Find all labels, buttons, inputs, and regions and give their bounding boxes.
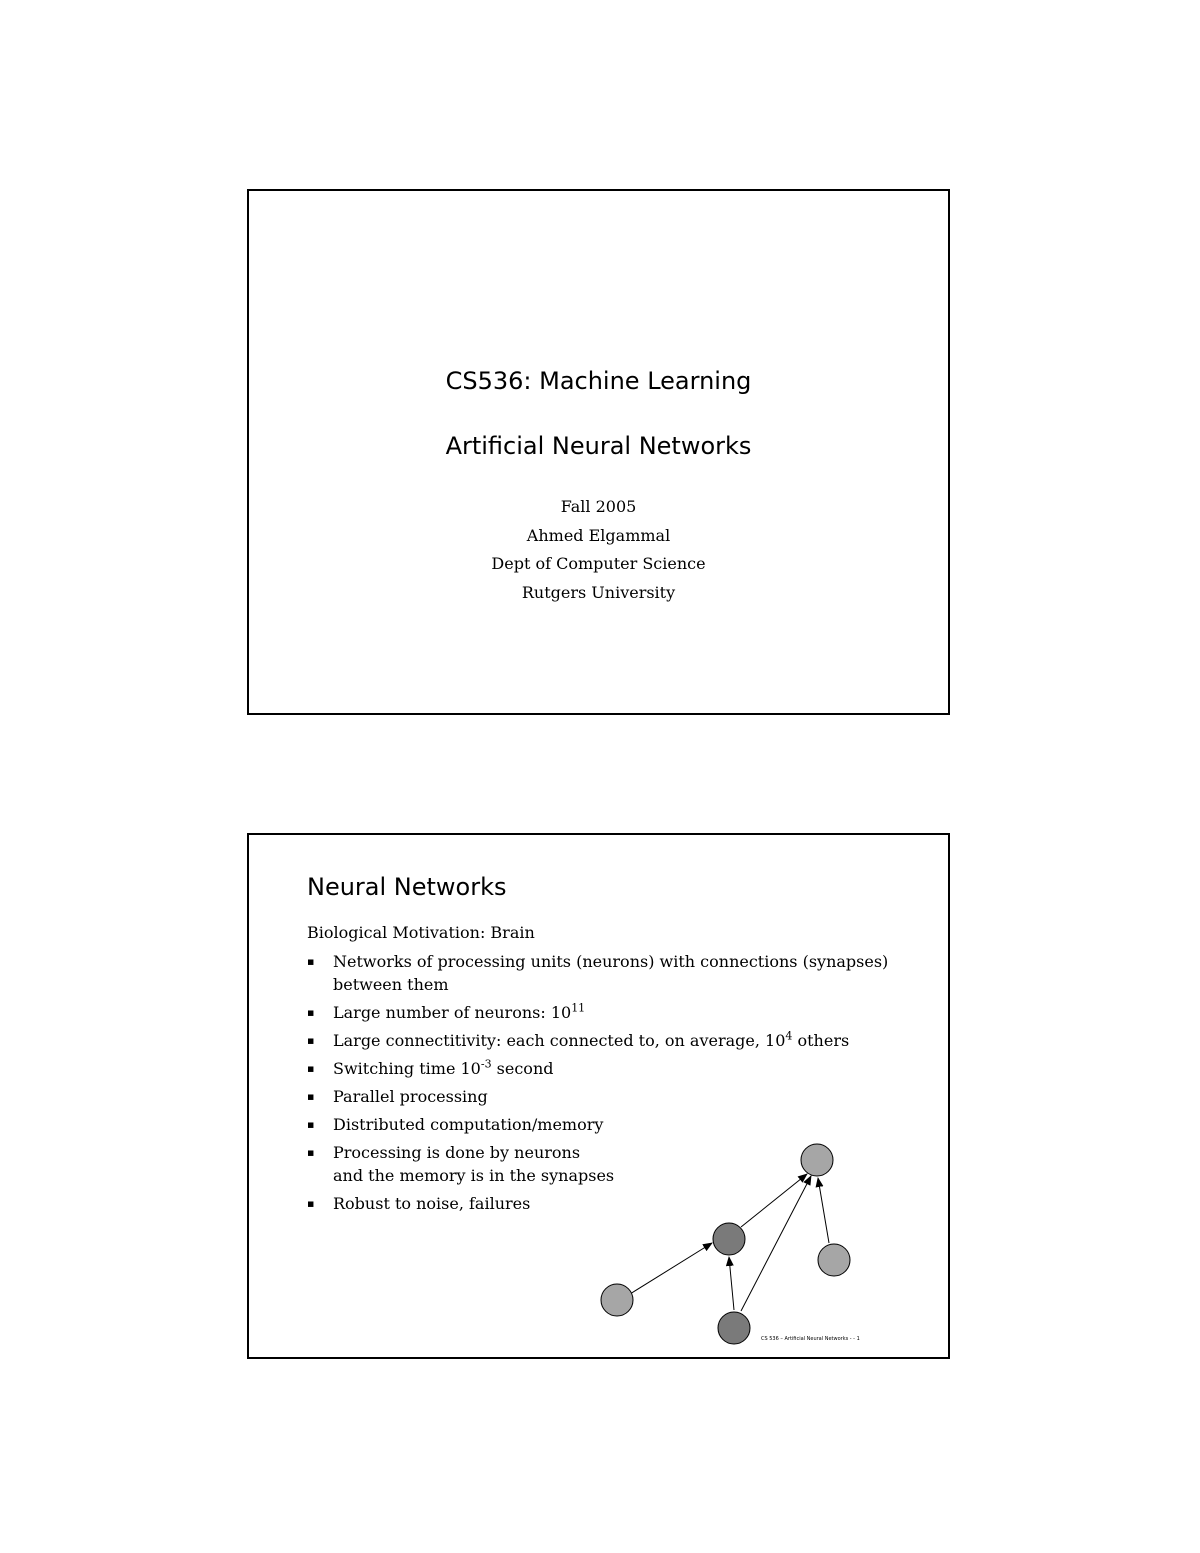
bullet-text: Networks of processing units (neurons) with connections (synapses) [333,952,889,971]
bullet-text-continued: between them [333,975,449,994]
bullet-icon: ▪ [307,1034,315,1047]
edge-input-to-hidden [630,1243,712,1294]
bullet-text: Large connectitivity: each connected to, on average, 10 [333,1031,786,1050]
bullet-icon: ▪ [307,1006,315,1019]
edge-hidden-to-output [741,1174,807,1227]
title-slide [247,189,950,715]
neural-networks-slide [247,833,950,1359]
edge-bottom-to-output [741,1176,811,1311]
bullet-text-tail: others [792,1031,850,1050]
university: Rutgers University [521,582,676,602]
neuron-node-input [601,1284,633,1316]
edge-right-to-output [818,1178,829,1243]
neuron-node-output [801,1144,833,1176]
title-info-block [249,493,948,607]
neural-network-diagram [249,835,948,1357]
term: Fall 2005 [560,497,637,516]
neuron-nodes [601,1144,850,1344]
neuron-node-right [818,1244,850,1276]
slide-subheading: Biological Motivation: Brain [307,923,535,942]
bullet-icon: ▪ [307,1062,315,1075]
bullet-text: Switching time 10 [333,1059,481,1078]
author: Ahmed Elgammal [526,525,671,545]
exponent: 4 [785,1029,793,1043]
neuron-node-bottom [718,1312,750,1344]
exponent: 11 [571,1001,586,1015]
bullet-icon: ▪ [307,1197,315,1210]
bullet-icon: ▪ [307,1118,315,1131]
lecture-title: Artificial Neural Networks [445,432,752,460]
bullet-text-continued: and the memory is in the synapses [333,1166,615,1185]
bullet-text: Large number of neurons: 10 [333,1003,572,1022]
course-title: CS536: Machine Learning [445,367,752,395]
slide-heading: Neural Networks [307,873,507,901]
neuron-node-hidden [713,1223,745,1255]
bullet-icon: ▪ [307,955,315,968]
edge-bottom-to-hidden [729,1257,734,1310]
bullet-text: Parallel processing [333,1087,488,1106]
department: Dept of Computer Science [491,554,706,573]
exponent: -3 [480,1057,492,1071]
bullet-text: Processing is done by neurons [333,1143,581,1162]
slide-footer: CS 536 – Artificial Neural Networks - - 1 [761,1336,860,1342]
bullet-icon: ▪ [307,1090,315,1103]
bullet-icon: ▪ [307,1146,315,1159]
bullet-text-tail: second [491,1059,554,1078]
bullet-text: Distributed computation/memory [333,1115,604,1134]
bullet-text: Robust to noise, failures [333,1194,531,1213]
